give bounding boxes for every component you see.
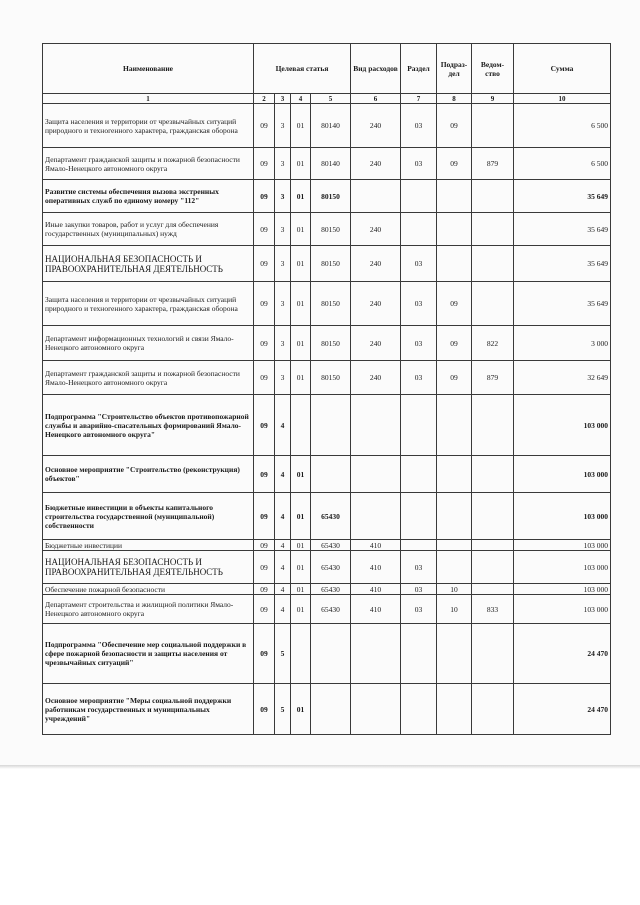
department-code <box>472 456 514 493</box>
table-row <box>43 104 611 148</box>
expense-type: 240 <box>351 213 401 246</box>
section-code <box>401 624 437 684</box>
target-measure: 01 <box>291 684 311 735</box>
expense-type: 410 <box>351 595 401 624</box>
expense-type: 240 <box>351 148 401 180</box>
subsection-code: 09 <box>437 361 472 395</box>
section-code: 03 <box>401 595 437 624</box>
section-code: 03 <box>401 361 437 395</box>
target-subprogram: 4 <box>275 551 291 584</box>
row-sum: 6 500 <box>514 148 611 180</box>
subsection-code <box>437 456 472 493</box>
row-name: НАЦИОНАЛЬНАЯ БЕЗОПАСНОСТЬ И ПРАВООХРАНИТЕЛЬНАЯ ДЕЯТЕЛЬНОСТЬ <box>43 551 254 584</box>
col-number: 9 <box>472 94 514 104</box>
target-subprogram: 3 <box>275 180 291 213</box>
target-direction: 80140 <box>311 104 351 148</box>
target-program: 09 <box>254 282 275 326</box>
page-edge <box>0 765 640 769</box>
expense-type: 410 <box>351 540 401 551</box>
department-code <box>472 395 514 456</box>
target-measure: 01 <box>291 326 311 361</box>
target-measure: 01 <box>291 213 311 246</box>
section-code: 03 <box>401 551 437 584</box>
target-subprogram: 5 <box>275 684 291 735</box>
table-row <box>43 456 611 493</box>
target-direction: 80150 <box>311 361 351 395</box>
table-row <box>43 326 611 361</box>
department-code: 822 <box>472 326 514 361</box>
row-name: Иные закупки товаров, работ и услуг для обеспечения государственных (муниципальных) нужд <box>43 213 254 246</box>
col-number: 7 <box>401 94 437 104</box>
department-code: 833 <box>472 595 514 624</box>
target-measure: 01 <box>291 493 311 540</box>
target-subprogram: 4 <box>275 395 291 456</box>
col-number: 6 <box>351 94 401 104</box>
section-code <box>401 395 437 456</box>
target-measure: 01 <box>291 282 311 326</box>
expense-type: 240 <box>351 282 401 326</box>
department-code <box>472 104 514 148</box>
target-measure <box>291 395 311 456</box>
section-code: 03 <box>401 246 437 282</box>
department-code: 879 <box>472 148 514 180</box>
table-row <box>43 213 611 246</box>
target-direction <box>311 395 351 456</box>
target-program: 09 <box>254 326 275 361</box>
target-measure: 01 <box>291 361 311 395</box>
target-program: 09 <box>254 104 275 148</box>
table-row <box>43 584 611 595</box>
section-code: 03 <box>401 584 437 595</box>
section-code <box>401 493 437 540</box>
department-code <box>472 684 514 735</box>
table-row <box>43 595 611 624</box>
table-row <box>43 540 611 551</box>
target-measure: 01 <box>291 540 311 551</box>
col-number: 2 <box>254 94 275 104</box>
row-name: НАЦИОНАЛЬНАЯ БЕЗОПАСНОСТЬ И ПРАВООХРАНИТЕЛЬНАЯ ДЕЯТЕЛЬНОСТЬ <box>43 246 254 282</box>
target-subprogram: 3 <box>275 361 291 395</box>
target-direction: 65430 <box>311 540 351 551</box>
subsection-code <box>437 213 472 246</box>
target-subprogram: 4 <box>275 540 291 551</box>
section-code <box>401 684 437 735</box>
table-body <box>43 104 611 735</box>
header-exp-type: Вид расходов <box>351 44 401 94</box>
expense-type: 410 <box>351 584 401 595</box>
subsection-code <box>437 180 472 213</box>
target-measure: 01 <box>291 246 311 282</box>
section-code: 03 <box>401 326 437 361</box>
row-name: Основное мероприятие "Меры социальной поддержки работникам государственных и муниципальных учреждений" <box>43 684 254 735</box>
department-code <box>472 584 514 595</box>
target-program: 09 <box>254 246 275 282</box>
expense-type: 240 <box>351 361 401 395</box>
row-sum: 35 649 <box>514 282 611 326</box>
expense-type <box>351 180 401 213</box>
budget-table <box>42 43 611 735</box>
target-subprogram: 4 <box>275 595 291 624</box>
col-number: 1 <box>43 94 254 104</box>
col-number: 10 <box>514 94 611 104</box>
target-subprogram: 3 <box>275 213 291 246</box>
subsection-code <box>437 684 472 735</box>
target-measure <box>291 624 311 684</box>
row-sum: 35 649 <box>514 246 611 282</box>
table-row <box>43 684 611 735</box>
expense-type: 410 <box>351 551 401 584</box>
target-program: 09 <box>254 361 275 395</box>
department-code <box>472 180 514 213</box>
target-direction: 80150 <box>311 326 351 361</box>
header-target: Целевая статья <box>254 44 351 94</box>
department-code <box>472 551 514 584</box>
target-direction: 80150 <box>311 213 351 246</box>
col-number: 3 <box>275 94 291 104</box>
target-program: 09 <box>254 213 275 246</box>
target-direction <box>311 684 351 735</box>
expense-type <box>351 395 401 456</box>
target-measure: 01 <box>291 104 311 148</box>
section-code: 03 <box>401 282 437 326</box>
row-name: Департамент гражданской защиты и пожарной безопасности Ямало-Ненецкого автономного округа <box>43 361 254 395</box>
expense-type: 240 <box>351 104 401 148</box>
target-direction <box>311 624 351 684</box>
row-sum: 103 000 <box>514 540 611 551</box>
target-direction: 80150 <box>311 246 351 282</box>
row-sum: 6 500 <box>514 104 611 148</box>
target-direction: 80150 <box>311 180 351 213</box>
expense-type <box>351 624 401 684</box>
target-program: 09 <box>254 456 275 493</box>
subsection-code: 09 <box>437 104 472 148</box>
row-sum: 35 649 <box>514 213 611 246</box>
department-code: 879 <box>472 361 514 395</box>
target-direction: 65430 <box>311 493 351 540</box>
department-code <box>472 213 514 246</box>
target-subprogram: 3 <box>275 246 291 282</box>
row-name: Подпрограмма "Обеспечение мер социальной поддержки в сфере пожарной безопасности и защиты населения от чрезвычайных ситуаций" <box>43 624 254 684</box>
row-sum: 35 649 <box>514 180 611 213</box>
expense-type: 240 <box>351 246 401 282</box>
column-number-row <box>43 94 611 104</box>
target-direction: 65430 <box>311 551 351 584</box>
table-row <box>43 624 611 684</box>
row-name: Обеспечение пожарной безопасности <box>43 584 254 595</box>
table-row <box>43 246 611 282</box>
header-row <box>43 44 611 94</box>
section-code <box>401 540 437 551</box>
header-sum: Сумма <box>514 44 611 94</box>
target-direction: 80150 <box>311 282 351 326</box>
header-subsection: Подраз-дел <box>437 44 472 94</box>
subsection-code: 10 <box>437 584 472 595</box>
subsection-code: 09 <box>437 282 472 326</box>
row-name: Департамент строительства и жилищной политики Ямало-Ненецкого автономного округа <box>43 595 254 624</box>
target-measure: 01 <box>291 456 311 493</box>
row-sum: 103 000 <box>514 493 611 540</box>
target-program: 09 <box>254 148 275 180</box>
target-direction: 65430 <box>311 584 351 595</box>
target-subprogram: 5 <box>275 624 291 684</box>
target-direction: 80140 <box>311 148 351 180</box>
target-program: 09 <box>254 551 275 584</box>
department-code <box>472 624 514 684</box>
row-sum: 103 000 <box>514 456 611 493</box>
table-row <box>43 148 611 180</box>
table-row <box>43 180 611 213</box>
row-sum: 103 000 <box>514 595 611 624</box>
row-sum: 103 000 <box>514 551 611 584</box>
row-sum: 103 000 <box>514 584 611 595</box>
subsection-code <box>437 624 472 684</box>
target-subprogram: 4 <box>275 584 291 595</box>
target-measure: 01 <box>291 148 311 180</box>
expense-type <box>351 493 401 540</box>
row-sum: 103 000 <box>514 395 611 456</box>
row-name: Подпрограмма "Строительство объектов противопожарной службы и аварийно-спасательных формирований Ямало-Ненецкого автономного округа" <box>43 395 254 456</box>
row-name: Департамент информационных технологий и связи Ямало-Ненецкого автономного округа <box>43 326 254 361</box>
table-row <box>43 493 611 540</box>
table-row <box>43 361 611 395</box>
header-dept: Ведом-ство <box>472 44 514 94</box>
subsection-code <box>437 540 472 551</box>
target-program: 09 <box>254 595 275 624</box>
subsection-code <box>437 395 472 456</box>
col-number: 5 <box>311 94 351 104</box>
target-direction: 65430 <box>311 595 351 624</box>
department-code <box>472 246 514 282</box>
section-code: 03 <box>401 104 437 148</box>
target-measure: 01 <box>291 180 311 213</box>
target-measure: 01 <box>291 595 311 624</box>
row-sum: 24 470 <box>514 624 611 684</box>
target-subprogram: 3 <box>275 326 291 361</box>
table-row <box>43 282 611 326</box>
table-row <box>43 395 611 456</box>
target-measure: 01 <box>291 584 311 595</box>
row-sum: 24 470 <box>514 684 611 735</box>
subsection-code: 09 <box>437 326 472 361</box>
department-code <box>472 282 514 326</box>
subsection-code <box>437 246 472 282</box>
row-sum: 32 649 <box>514 361 611 395</box>
subsection-code <box>437 551 472 584</box>
target-program: 09 <box>254 624 275 684</box>
table-row <box>43 551 611 584</box>
department-code <box>472 540 514 551</box>
subsection-code <box>437 493 472 540</box>
target-program: 09 <box>254 584 275 595</box>
target-measure: 01 <box>291 551 311 584</box>
section-code <box>401 213 437 246</box>
row-name: Развитие системы обеспечения вызова экстренных оперативных служб по единому номеру "112" <box>43 180 254 213</box>
row-name: Бюджетные инвестиции в объекты капитального строительства государственной (муниципальной) собственности <box>43 493 254 540</box>
target-program: 09 <box>254 493 275 540</box>
target-subprogram: 3 <box>275 282 291 326</box>
col-number: 8 <box>437 94 472 104</box>
subsection-code: 10 <box>437 595 472 624</box>
row-name: Защита населения и территории от чрезвычайных ситуаций природного и техногенного характера, гражданская оборона <box>43 104 254 148</box>
department-code <box>472 493 514 540</box>
row-name: Бюджетные инвестиции <box>43 540 254 551</box>
row-name: Защита населения и территории от чрезвычайных ситуаций природного и техногенного характера, гражданская оборона <box>43 282 254 326</box>
target-program: 09 <box>254 684 275 735</box>
expense-type <box>351 456 401 493</box>
target-subprogram: 3 <box>275 148 291 180</box>
row-name: Основное мероприятие "Строительство (реконструкция) объектов" <box>43 456 254 493</box>
expense-type: 240 <box>351 326 401 361</box>
target-subprogram: 3 <box>275 104 291 148</box>
target-program: 09 <box>254 540 275 551</box>
section-code <box>401 180 437 213</box>
expense-type <box>351 684 401 735</box>
target-program: 09 <box>254 395 275 456</box>
section-code <box>401 456 437 493</box>
target-subprogram: 4 <box>275 456 291 493</box>
subsection-code: 09 <box>437 148 472 180</box>
row-name: Департамент гражданской защиты и пожарной безопасности Ямало-Ненецкого автономного округа <box>43 148 254 180</box>
header-name: Наименование <box>43 44 254 94</box>
target-program: 09 <box>254 180 275 213</box>
row-sum: 3 000 <box>514 326 611 361</box>
header-section: Раздел <box>401 44 437 94</box>
section-code: 03 <box>401 148 437 180</box>
target-subprogram: 4 <box>275 493 291 540</box>
col-number: 4 <box>291 94 311 104</box>
target-direction <box>311 456 351 493</box>
